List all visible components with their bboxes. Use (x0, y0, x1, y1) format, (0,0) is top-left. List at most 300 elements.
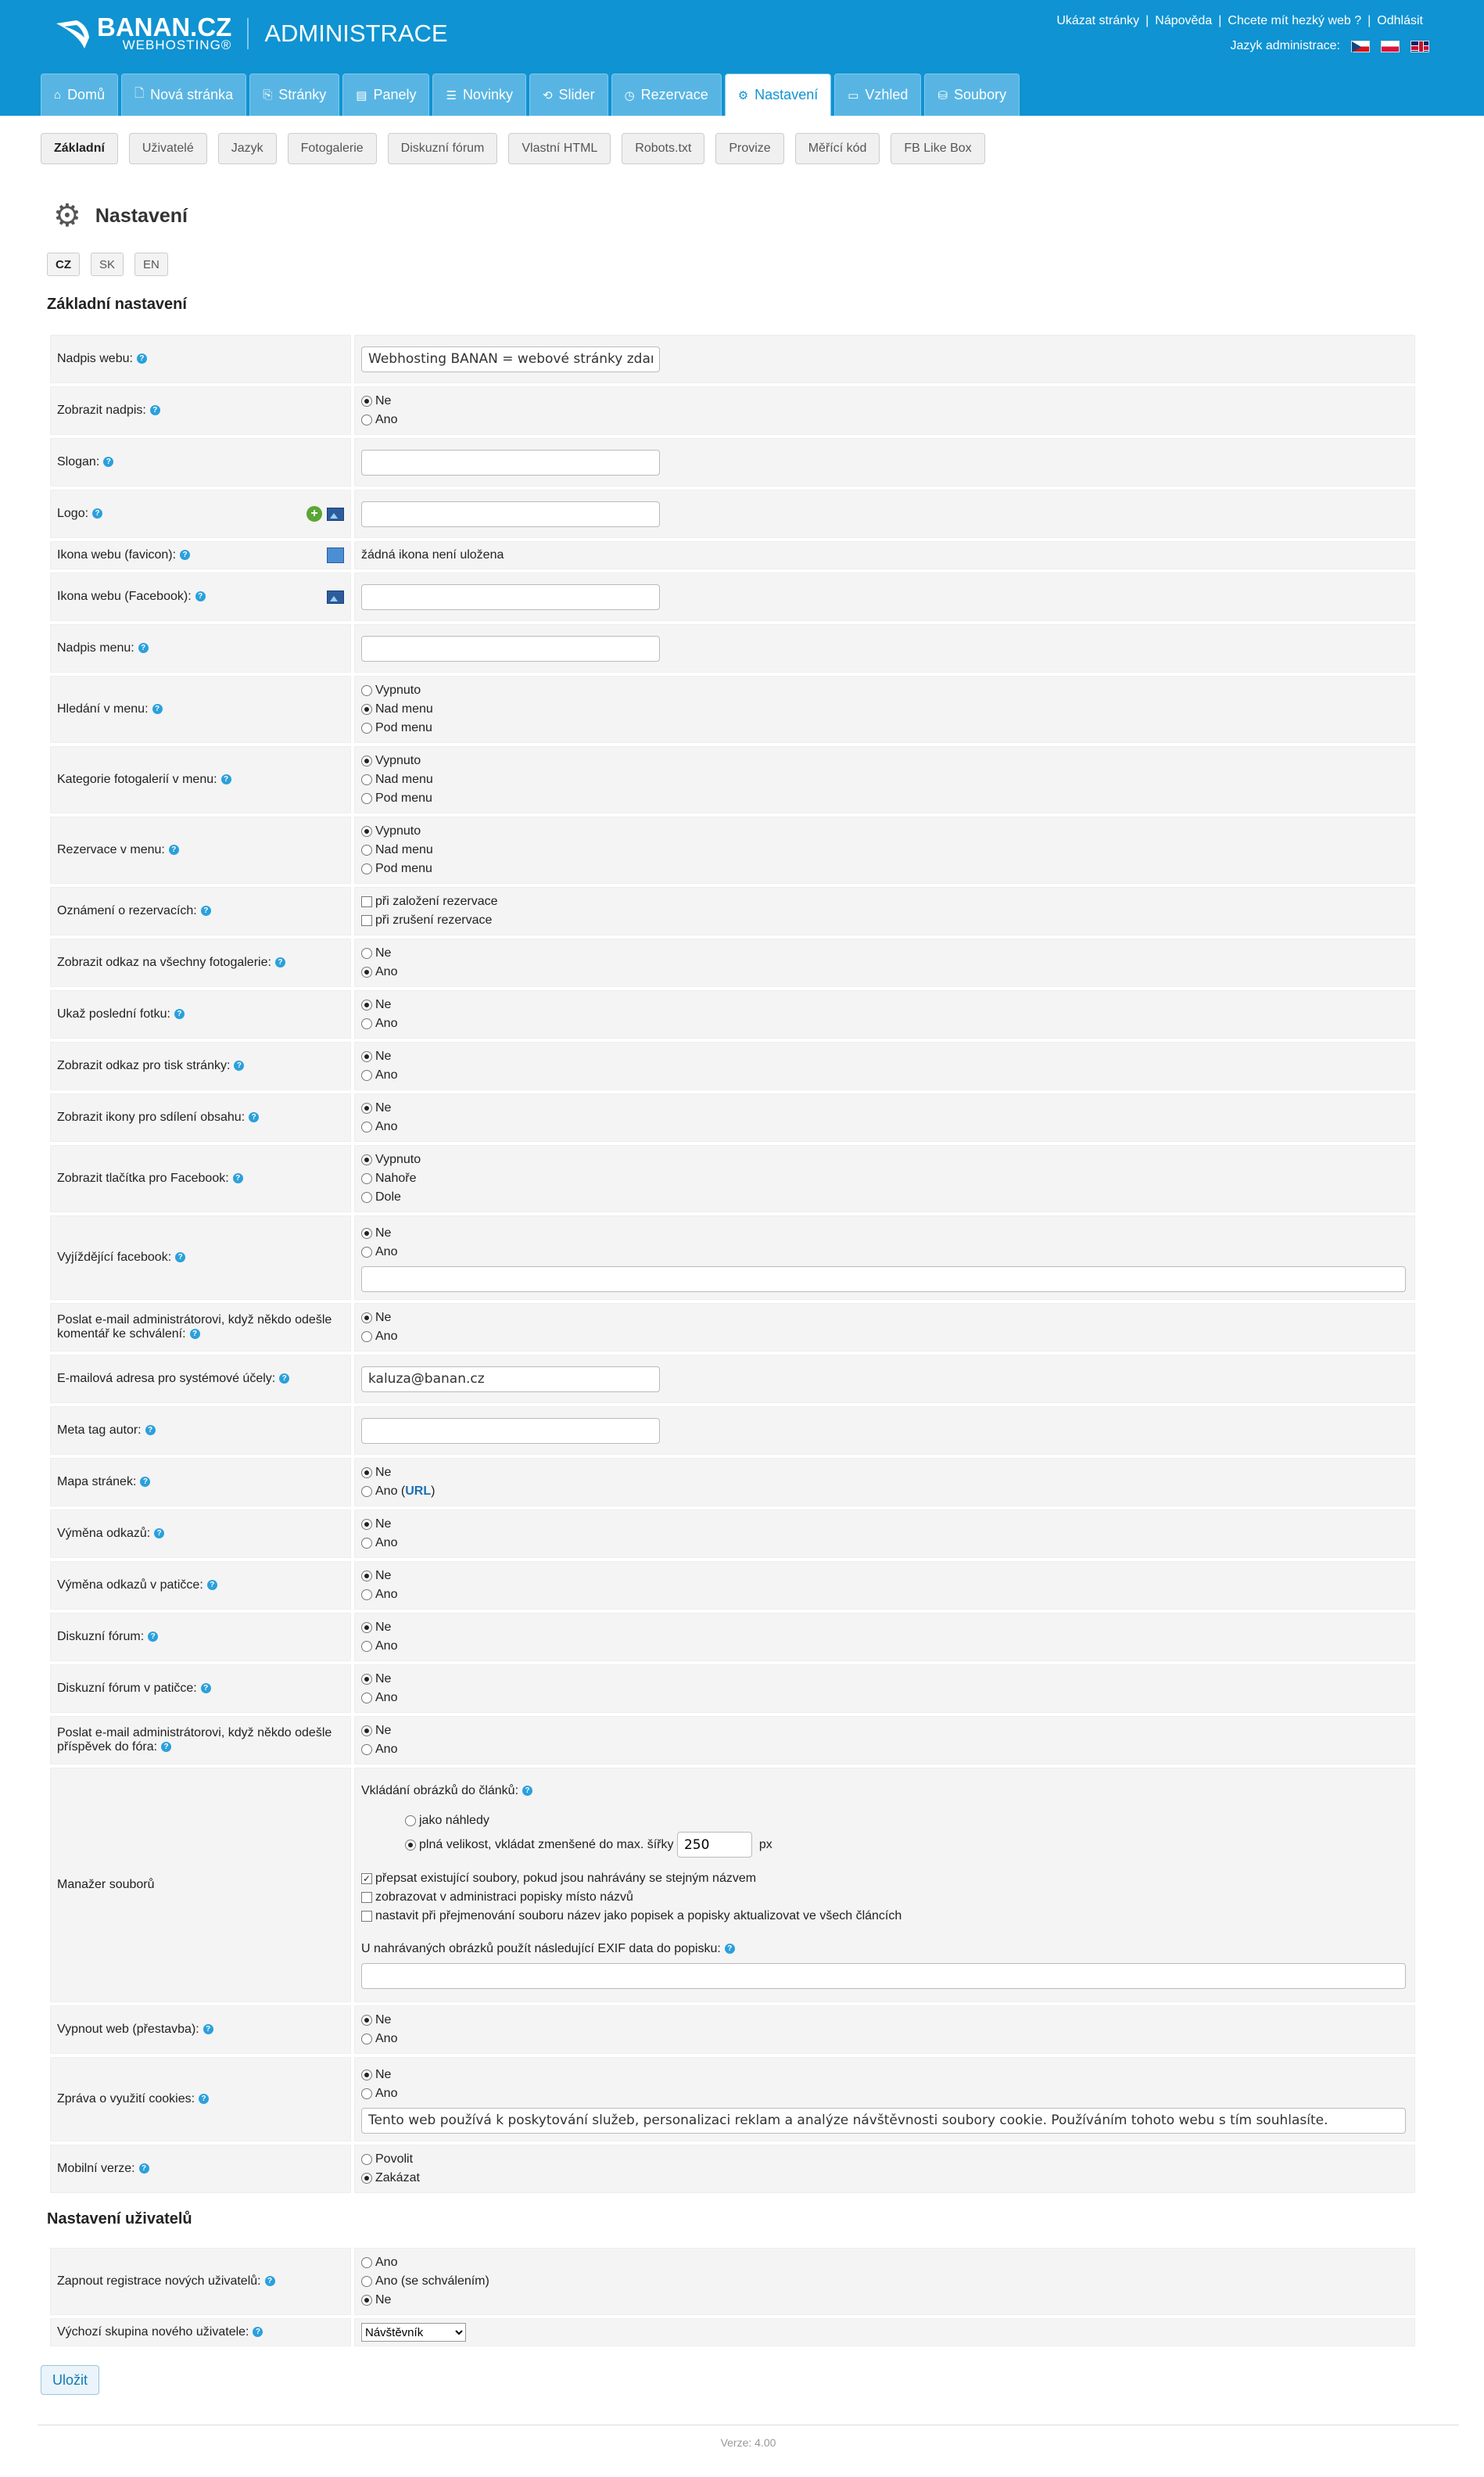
checkbox[interactable] (361, 896, 372, 907)
subtab-item[interactable]: Robots.txt (622, 133, 704, 164)
help-icon[interactable]: ? (275, 957, 285, 967)
radio-button[interactable] (361, 1331, 372, 1342)
radio-button[interactable] (361, 1486, 372, 1497)
meta-author-input[interactable] (361, 1418, 660, 1444)
value-cell (354, 2248, 1415, 2315)
tab-label: Domů (67, 87, 106, 102)
gear-icon: ⚙ (737, 88, 749, 102)
tab-pages[interactable] (249, 74, 339, 116)
radio-option[interactable] (361, 1151, 1408, 1169)
row-show-title (50, 386, 1415, 435)
help-icon[interactable]: ? (150, 405, 160, 415)
help-icon[interactable]: ? (249, 1112, 259, 1122)
option-label: Ano (375, 1588, 398, 1601)
radio-option[interactable] (361, 1309, 1408, 1327)
option-label: plná velikost, vkládat zmenšené do max. šířky (419, 1837, 674, 1851)
value-cell (354, 1215, 1415, 1300)
help-icon[interactable]: ? (175, 1252, 185, 1262)
label-cell (50, 990, 351, 1039)
help-icon[interactable]: ? (139, 2163, 149, 2174)
option-label: Ano (375, 1244, 398, 1258)
row-favicon (50, 541, 1415, 569)
label-cell (50, 573, 351, 621)
logout-link[interactable]: Odhlásit (1377, 14, 1423, 27)
option-label: Ne (375, 998, 392, 1011)
radio-button[interactable] (361, 1571, 372, 1581)
insert-images-label: Vkládání obrázků do článků: (361, 1783, 519, 1797)
value-cell (354, 573, 1415, 621)
help-icon[interactable]: ? (234, 1061, 244, 1071)
option-label: Ano (375, 2256, 398, 2269)
checkbox-option[interactable] (361, 911, 1408, 930)
lang-sk-button[interactable]: SK (91, 253, 124, 276)
row-forum (50, 1613, 1415, 1661)
radio-option[interactable] (361, 1047, 1408, 1066)
subtab-item[interactable]: Fotogalerie (288, 133, 377, 164)
value-cell (354, 1716, 1415, 1764)
row-logo (50, 490, 1415, 538)
row-forum-email (50, 1716, 1415, 1764)
value-cell (354, 1303, 1415, 1352)
radio-option[interactable] (361, 1463, 1408, 1482)
checkbox-checked[interactable]: ✓ (362, 1872, 371, 1884)
radio-option[interactable] (361, 1014, 1408, 1033)
value-cell (354, 939, 1415, 987)
radio-option[interactable] (361, 1066, 1408, 1085)
option-label: Ano (375, 965, 398, 978)
radio-option[interactable] (361, 963, 1408, 982)
radio-option[interactable] (361, 2066, 1408, 2084)
checkbox-option[interactable] (361, 1907, 1408, 1926)
subtab-item[interactable]: Měřící kód (795, 133, 880, 164)
help-icon[interactable]: ? (103, 457, 113, 467)
subtab-item[interactable]: Diskuzní fórum (388, 133, 498, 164)
label-cell (50, 676, 351, 743)
radio-option[interactable] (361, 1567, 1408, 1585)
row-default-group (50, 2318, 1415, 2346)
radio-button[interactable] (361, 2015, 372, 2026)
help-icon[interactable]: ? (279, 1373, 289, 1384)
option-label: Ano (375, 413, 398, 426)
content-language-switch (47, 253, 168, 276)
clock-icon: ◷ (624, 88, 635, 102)
nice-web-link[interactable]: Chcete mít hezký web ? (1228, 14, 1362, 27)
option-label: Ano ( (375, 1484, 406, 1498)
radio-option[interactable] (361, 770, 1408, 789)
label-cell (50, 1303, 351, 1352)
slogan-input[interactable] (361, 450, 660, 476)
tab-gear[interactable] (725, 74, 832, 116)
radio-option[interactable] (361, 1689, 1408, 1707)
separator: | (1218, 14, 1222, 27)
radio-option[interactable] (361, 841, 1408, 860)
radio-button[interactable] (405, 1840, 416, 1851)
cookies-message-input[interactable] (361, 2108, 1406, 2134)
fb-slide-label: Vyjíždějící facebook: (57, 1251, 172, 1264)
help-icon[interactable]: ? (221, 774, 231, 784)
checkbox[interactable] (361, 1911, 372, 1922)
menu-title-input[interactable] (361, 636, 660, 662)
radio-button[interactable] (361, 1018, 372, 1029)
radio-button[interactable] (361, 774, 372, 785)
radio-button[interactable] (361, 415, 372, 425)
radio-option[interactable] (361, 1224, 1408, 1243)
row-menu-title (50, 624, 1415, 673)
fb-buttons-label: Zobrazit tlačítka pro Facebook: (57, 1172, 229, 1185)
option-label: Nad menu (375, 773, 433, 786)
radio-option[interactable] (361, 789, 1408, 808)
radio-button[interactable] (361, 1000, 372, 1011)
radio-option[interactable] (361, 1670, 1408, 1689)
radio-button[interactable] (361, 1693, 372, 1703)
help-icon[interactable]: ? (253, 2327, 263, 2337)
lang-en-button[interactable]: EN (134, 253, 168, 276)
help-icon[interactable]: ? (174, 1009, 185, 1019)
subtab-item[interactable]: Vlastní HTML (508, 133, 611, 164)
checkbox-option[interactable] (361, 1869, 1408, 1888)
radio-option[interactable] (361, 1169, 1408, 1188)
radio-button[interactable] (361, 1744, 372, 1755)
radio-option[interactable] (405, 1830, 1408, 1860)
option-label: Ano (se schválením) (375, 2274, 489, 2288)
help-icon[interactable]: ? (154, 1528, 164, 1538)
option-label: Ano (375, 1068, 398, 1082)
help-icon[interactable]: ? (265, 2276, 275, 2286)
radio-button[interactable] (361, 2257, 372, 2268)
label-cell (50, 1406, 351, 1455)
radio-option[interactable] (361, 2272, 1408, 2291)
radio-option[interactable] (361, 1099, 1408, 1118)
radio-button[interactable] (361, 1228, 372, 1239)
radio-button[interactable] (361, 967, 372, 978)
radio-ne[interactable] (361, 392, 1408, 411)
label-cell (50, 1510, 351, 1558)
help-icon[interactable]: ? (152, 704, 163, 714)
option-label: Ne (375, 1311, 392, 1324)
label-cell (50, 1215, 351, 1300)
radio-option[interactable] (361, 2030, 1408, 2048)
radio-option[interactable] (361, 1515, 1408, 1534)
subtab-item[interactable]: Základní (41, 133, 118, 164)
help-icon[interactable]: ? (92, 508, 102, 519)
radio-button[interactable] (361, 1103, 372, 1114)
help-icon[interactable]: ? (233, 1173, 243, 1183)
label-cell (50, 1355, 351, 1403)
image-icon[interactable] (327, 508, 344, 521)
option-label: Vypnuto (375, 1153, 421, 1166)
radio-button[interactable] (361, 1589, 372, 1600)
value-cell (354, 2005, 1415, 2054)
subtab-item[interactable]: Uživatelé (129, 133, 207, 164)
tab-home[interactable] (41, 74, 118, 116)
save-button[interactable]: Uložit (41, 2365, 99, 2395)
radio-option[interactable] (361, 2169, 1408, 2188)
booking-notify-label: Oznámení o rezervacích: (57, 904, 197, 917)
radio-button[interactable] (361, 2070, 372, 2080)
image-icon[interactable] (327, 591, 344, 604)
help-icon[interactable]: ? (207, 1580, 217, 1590)
option-label: Ano (375, 1017, 398, 1030)
tab-files[interactable] (924, 74, 1020, 116)
radio-button[interactable] (405, 1815, 416, 1826)
radio-button[interactable] (361, 2034, 372, 2044)
tab-monitor[interactable] (834, 74, 921, 116)
radio-button[interactable] (361, 2154, 372, 2165)
help-link[interactable]: Nápověda (1155, 14, 1213, 27)
help-icon[interactable]: ? (138, 643, 149, 653)
label-cell (50, 1716, 351, 1764)
value-cell (354, 2145, 1415, 2193)
radio-button[interactable] (361, 826, 372, 837)
czech-flag-icon[interactable] (1351, 41, 1370, 52)
tab-news[interactable] (432, 74, 525, 116)
label-cell (50, 541, 351, 569)
label-cell (50, 624, 351, 673)
radio-button[interactable] (361, 948, 372, 959)
radio-button[interactable] (361, 1674, 372, 1685)
option-label: Zakázat (375, 2171, 420, 2184)
option-label: Ne (375, 1672, 392, 1685)
option-label: Ne (375, 394, 392, 407)
radio-option[interactable] (361, 822, 1408, 841)
radio-option[interactable] (405, 1811, 1408, 1830)
radio-button[interactable] (361, 1051, 372, 1062)
value-cell (354, 1042, 1415, 1090)
radio-button[interactable] (361, 845, 372, 856)
value-cell (354, 2318, 1415, 2346)
radio-button[interactable] (361, 1192, 372, 1203)
brand[interactable] (53, 14, 448, 53)
radio-ano[interactable] (361, 411, 1408, 429)
row-comment-email (50, 1303, 1415, 1352)
default-group-select[interactable] (361, 2323, 466, 2342)
system-email-input[interactable] (361, 1366, 660, 1392)
radio-button[interactable] (361, 1622, 372, 1633)
tab-panels[interactable] (342, 74, 429, 116)
option-label: Ne (375, 1050, 392, 1063)
meta-author-label: Meta tag autor: (57, 1423, 142, 1437)
option-label: Pod menu (375, 721, 432, 734)
radio-button[interactable] (361, 2295, 372, 2306)
spacer (361, 1926, 1408, 1940)
maintenance-label: Vypnout web (přestavba): (57, 2023, 199, 2036)
option-label: Nad menu (375, 702, 433, 716)
pages-icon: ⎘ (263, 88, 273, 102)
radio-button[interactable] (361, 1173, 372, 1184)
radio-button[interactable] (361, 1312, 372, 1323)
separator: | (1145, 14, 1149, 27)
tab-slider[interactable] (529, 74, 608, 116)
radio-option[interactable] (361, 1243, 1408, 1262)
radio-button[interactable] (361, 685, 372, 696)
row-mobile (50, 2145, 1415, 2193)
help-icon[interactable]: ? (201, 906, 211, 916)
help-icon[interactable]: ? (180, 550, 190, 560)
option-label: při založení rezervace (375, 895, 498, 908)
cookies-label: Zpráva o využití cookies: (57, 2092, 195, 2105)
sitemap-label: Mapa stránek: (57, 1475, 137, 1488)
radio-option[interactable] (361, 1188, 1408, 1207)
favicon-upload-icon[interactable] (327, 547, 344, 563)
logo-input[interactable] (361, 501, 660, 527)
fb-icon-label: Ikona webu (Facebook): (57, 590, 192, 603)
radio-option[interactable] (361, 1585, 1408, 1604)
label-cell (50, 490, 351, 538)
label-cell (50, 887, 351, 935)
help-icon[interactable]: ? (145, 1425, 156, 1435)
option-label: Ne (375, 1724, 392, 1737)
help-icon[interactable]: ? (195, 591, 206, 601)
radio-option[interactable] (361, 1740, 1408, 1759)
value-cell (354, 1355, 1415, 1403)
radio-option[interactable] (361, 752, 1408, 770)
radio-option[interactable] (361, 2084, 1408, 2103)
option-label: Povolit (375, 2152, 414, 2166)
radio-button[interactable] (361, 1247, 372, 1258)
checkbox-option[interactable] (361, 892, 1408, 911)
radio-option[interactable] (361, 2150, 1408, 2169)
radio-button[interactable] (361, 1641, 372, 1652)
label-cell (50, 1145, 351, 1212)
panels-icon: ▤ (356, 88, 367, 102)
help-icon[interactable]: ? (137, 354, 147, 364)
help-icon[interactable]: ? (140, 1477, 150, 1487)
checkbox[interactable] (361, 915, 372, 926)
radio-button[interactable] (361, 793, 372, 804)
label-cell (50, 1042, 351, 1090)
radio-button[interactable] (361, 1122, 372, 1133)
radio-button[interactable] (361, 1538, 372, 1549)
polish-flag-icon[interactable] (1381, 41, 1400, 52)
show-site-link[interactable]: Ukázat stránky (1056, 14, 1140, 27)
sitemap-url-link[interactable]: URL (405, 1484, 432, 1498)
px-unit: px (758, 1837, 772, 1851)
radio-button[interactable] (361, 1154, 372, 1165)
option-label: Pod menu (375, 862, 432, 875)
radio-button[interactable] (361, 723, 372, 734)
radio-button[interactable] (361, 1467, 372, 1478)
option-label: zobrazovat v administraci popisky místo názvů (375, 1890, 633, 1904)
label-cell (50, 746, 351, 813)
tab-clock[interactable] (611, 74, 722, 116)
brand-divider (247, 18, 249, 49)
radio-option[interactable] (361, 1118, 1408, 1136)
site-title-input[interactable] (361, 346, 660, 372)
subtab-item[interactable]: Provize (715, 133, 783, 164)
help-icon[interactable]: ? (161, 1742, 171, 1752)
help-icon[interactable]: ? (190, 1329, 200, 1339)
radio-button[interactable] (361, 1519, 372, 1530)
checkbox-option[interactable] (361, 1888, 1408, 1907)
radio-option[interactable] (361, 944, 1408, 963)
radio-button[interactable] (361, 1725, 372, 1736)
tab-label: Nastavení (755, 87, 819, 102)
radio-option[interactable] (361, 1534, 1408, 1553)
value-cell (354, 335, 1415, 383)
option-label: Nahoře (375, 1172, 417, 1185)
comment-email-label: Poslat e-mail administrátorovi, když někdo odešle komentář ke schválení: (57, 1313, 332, 1341)
forum-email-label: Poslat e-mail administrátorovi, když někdo odešle příspěvek do fóra: (57, 1726, 332, 1754)
row-menu-search (50, 676, 1415, 743)
radio-option[interactable] (361, 996, 1408, 1014)
exif-input[interactable] (361, 1963, 1406, 1989)
radio-option[interactable] (361, 1482, 1408, 1501)
help-icon[interactable]: ? (169, 845, 179, 855)
option-label: Ano (375, 1691, 398, 1704)
basic-settings-table (47, 332, 1418, 2196)
radio-option[interactable] (361, 2253, 1408, 2272)
row-fb-slide (50, 1215, 1415, 1300)
radio-option[interactable] (361, 860, 1408, 878)
radio-button[interactable] (361, 1070, 372, 1081)
checkbox[interactable] (361, 1892, 372, 1903)
radio-option[interactable] (361, 1637, 1408, 1656)
radio-option[interactable] (361, 1618, 1408, 1637)
value-cell (354, 1613, 1415, 1661)
radio-option[interactable] (361, 719, 1408, 738)
admin-language-row (1231, 39, 1430, 53)
radio-button[interactable] (361, 2173, 372, 2184)
row-file-manager (50, 1768, 1415, 2002)
radio-button[interactable] (361, 396, 372, 407)
subtab-item[interactable]: Jazyk (218, 133, 277, 164)
radio-button[interactable] (361, 756, 372, 766)
help-icon[interactable]: ? (203, 2024, 213, 2034)
tab-label: Slider (558, 87, 595, 102)
row-site-title (50, 335, 1415, 383)
fb-slide-input[interactable] (361, 1266, 1406, 1292)
main-nav (41, 74, 1020, 116)
value-cell (354, 1458, 1415, 1506)
add-icon[interactable]: + (306, 506, 322, 522)
help-icon[interactable]: ? (201, 1683, 211, 1693)
tab-label: Stránky (278, 87, 327, 102)
lang-cz-button[interactable]: CZ (47, 253, 80, 276)
radio-button[interactable] (361, 2276, 372, 2287)
radio-option[interactable] (361, 700, 1408, 719)
help-icon[interactable]: ? (148, 1632, 158, 1642)
label-cell (50, 939, 351, 987)
radio-button[interactable] (361, 704, 372, 715)
radio-option[interactable] (361, 1327, 1408, 1346)
subtab-item[interactable]: FB Like Box (891, 133, 984, 164)
english-flag-icon[interactable] (1411, 41, 1429, 52)
radio-option[interactable] (361, 681, 1408, 700)
gallery-cats-label: Kategorie fotogalerií v menu: (57, 773, 217, 786)
page-header (53, 200, 188, 232)
exif-heading (361, 1940, 1408, 1958)
help-icon[interactable]: ? (725, 1944, 735, 1954)
fb-icon-input[interactable] (361, 584, 660, 610)
max-width-input[interactable] (677, 1832, 752, 1858)
tab-new-page[interactable] (121, 74, 246, 116)
value-cell (354, 990, 1415, 1039)
help-icon[interactable]: ? (199, 2094, 209, 2104)
sub-nav (41, 133, 985, 164)
link-exchange-footer-label: Výměna odkazů v patičce: (57, 1578, 203, 1592)
radio-button[interactable] (361, 2088, 372, 2099)
row-gallery-cats (50, 746, 1415, 813)
option-label: Ne (375, 1226, 392, 1240)
radio-button[interactable] (361, 863, 372, 874)
help-icon[interactable]: ? (522, 1786, 532, 1796)
radio-option[interactable] (361, 2291, 1408, 2310)
files-icon: ⛁ (937, 88, 948, 102)
radio-option[interactable] (361, 1721, 1408, 1740)
value-cell (354, 386, 1415, 435)
radio-option[interactable] (361, 2011, 1408, 2030)
label-cell (50, 1613, 351, 1661)
